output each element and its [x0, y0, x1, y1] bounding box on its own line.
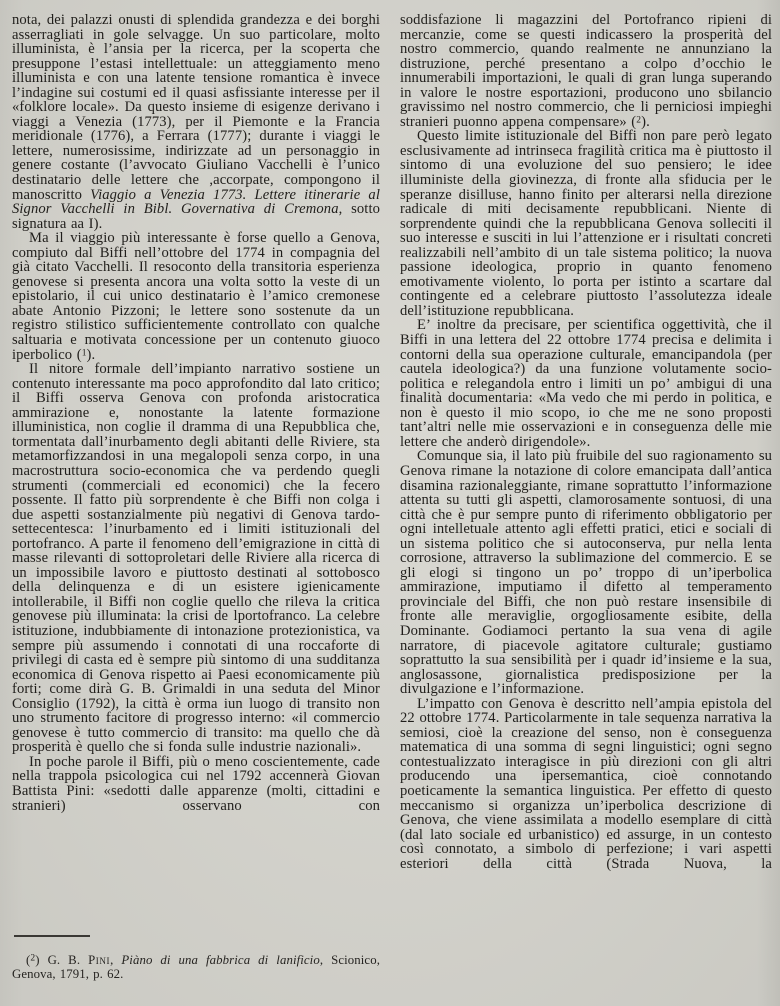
paragraph [12, 13, 380, 231]
text-run: , Scionico, Genova, 1791, p. 62. [12, 952, 380, 981]
text-run: Pini [88, 952, 111, 967]
paragraph [12, 755, 380, 813]
text-run: L’impatto con Genova è descritto nell’ampia epistola del 22 ottobre 1774. Particolarmente in tale sequenza narrativa la semiosi, cioè la creazione del senso, non è conseguenza matematica di una somma di segni linguistici; ogni segno contestualizzato interagisce in più direzioni con gli altri producendo una ipersemantica, cioè connotando poeticamente la semantica linguistica. Per effetto di questo meccanismo si organizza un’iperbolica descrizione di Genova, che viene assimilata a modello esemplare di città (dal lato sociale ed urbanistico) ed assurge, in un contesto così connotato, a simbolo di perfezione; i vari aspetti esteriori della città (Strada Nuova, la [400, 695, 772, 872]
right-column [400, 13, 772, 994]
footnote-marker: 2 [30, 953, 36, 964]
footnote-separator-rule [14, 935, 90, 937]
paragraph [12, 362, 380, 755]
text-run: nota, dei palazzi onusti di splendida grandezza e dei borghi asserragliati in gole selvagge. Un suo particolare, molto illuminista, è l’ansia per la ricerca, per la scoperta che presuppone l’estasi intellettuale: un atteggiamento meno illuminista e con una latente tensione romantica è invece l’indagine sui costumi ed il quasi asfissiante interesse per il «folklore locale». Da questo insieme di esigenze derivano i viaggi a Venezia (1773), per il Piemonte e la Francia meridionale (1776), a Ferrara (1777); durante i viaggi le lettere, numerosissime, indirizzate ad un personaggio in genere costante (l’avvocato Giuliano Vacchelli è l’unico destinatario delle lettere che ,accorpate, compongono il manoscritto [12, 12, 380, 203]
footnote [12, 953, 380, 981]
text-run: Il nitore formale dell’impianto narrativo sostiene un contenuto interessante ma poco approfondito dal lato critico; il Biffi osserva Genova con profonda aristocratica ammirazione e, nonostante la latente formazione illuministica, non coglie il dramma di una Repubblica che, tormentata dall’inurbamento degli abitanti delle Riviere, sta metamorfizzandosi in una megalopoli senza corpo, in una macrostruttura socio-economica che va perdendo quegli strumenti (commerciali ed economici) che la fecero possente. Il fatto più sorprendente è che Biffi non colga i due aspetti sostanzialmente più negativi di Genova tardo-settecentesca: l’inurbamento ed i limiti istituzionali del portofranco. A parte il fenomeno dell’emigrazione in città di masse rilevanti di sottoproletari delle Riviere alla ricerca di un impossibile lavoro e piuttosto destinati al sottobosco della delinquenza e di un esistere igienicamente intollerabile, il Biffi non coglie quello che rileva la critica genovese più illuminata: la crisi de lportofranco. La celebre istituzione, indubbiamente di intonazione protezionistica, va sempre più assumendo i connotati di una roccaforte di privilegi di casta ed è sempre più sintomo di una sudditanza economica di Genova rispetto ai Paesi economicamente più forti; come dirà G. B. Grimaldi in una seduta del Minor Consiglio (1792), la città è orma iun luogo di transito non uno strumento facitore di progresso interno: «il commercio genovese è tutto commercio di transito: ma quello che dà prosperità è quello che si fonda sulle industrie nazionali». [12, 361, 380, 756]
footnote-marker: 1 [81, 348, 87, 359]
text-run: In poche parole il Biffi, più o meno coscientemente, cade nella trappola psicologica cui nel 1792 accennerà Giovan Battista Pini: «sedotti dalle apparenze (molti, cittadini e stranieri) osservano con [12, 753, 380, 814]
paragraph [12, 231, 380, 362]
text-run: , sotto signatura aa I). [12, 201, 381, 232]
text-run: Ma il viaggio più interessante è forse quello a Genova, compiuto dal Biffi nell’ottobre del 1774 in compagnia del già citato Vacchelli. Il resoconto della transitoria esperienza genovese si presenta ancora una volta sotto la veste di un epistolario, il cui unico destinatario è l’amico cremonese abate Antonio Pizzoni; le lettere sono sostenute da un registro stilistico sufficientemente controllato con qualche saltuaria e motivata concessione per un contenuto giuoco iperbolico ( [12, 230, 380, 363]
text-run: Viaggio a Venezia 1773. Lettere itinerarie al Signor Vacchelli in Bibl. Governativa di Cremona [12, 186, 380, 218]
footnote-marker: 2 [636, 115, 642, 126]
paragraph [400, 13, 772, 129]
footnote-block [12, 935, 380, 994]
text-run: Questo limite istituzionale del Biffi non pare però legato esclusivamente ad intrinseca fragilità critica ma è piuttosto il sintomo di una evoluzione del suo pensiero; le idee illuministe della giovinezza, di fronte alla sfiducia per le speranze disilluse, hanno finito per alterarsi nella direzione radicale di miti decisamente repubblicani. Niente di sorprendente quindi che la repubblicana Genova solleciti il suo interesse e susciti in lui l’attenzione er i risultati concreti realizzabili nell’ambito di un tale sistema politico; la nuova passione ideologica, proprio in quanto fenomeno emotivamente violento, lo porta per istinto a scartare dal contingente ed a celebrare piuttosto l’assolutezza ideale dell’istituzione repubblicana. [400, 128, 772, 319]
paragraph [400, 697, 772, 872]
text-run: ). [641, 113, 650, 130]
text-run: E’ inoltre da precisare, per scientifica oggettività, che il Biffi in una lettera del 22 ottobre 1774 precisa e delimita i contorni della sua operazione culturale, emancipandola (per cautela ideologica?) da una funzione volutamente socio-politica e relegandola entro i limiti un po’ ambigui di una finalità documentaria: «Ma vedo che mi perdo in politica, e non è questo il mio scopo, io che me ne sono proposti tant’altri nelle mie osservazioni e in conseguenza delle mie lettere che anderò dirigendole». [400, 317, 772, 450]
paragraph [400, 129, 772, 318]
text-run: Piàno di una fabbrica di lanificio [121, 952, 320, 967]
footnote-text [12, 953, 380, 981]
text-run: soddisfazione li magazzini del Portofranco ripieni di mercanzie, come se questi indicassero la prosperità del nostro commercio, quando realmente ne annunziano la distruzione, perché presentano a colpo d’occhio le innumerabili importazioni, le quali di gran lunga superando in valore le nostre esportazioni, producono uno sbilancio gravissimo nel nostro commercio, che li perniciosi impieghi stranieri puonno appena compensare» ( [400, 12, 772, 130]
two-column-layout [12, 13, 772, 994]
paragraph [400, 449, 772, 696]
text-run: ). [86, 346, 96, 363]
left-column [12, 13, 380, 994]
text-run: ) G. B. [35, 952, 89, 967]
left-column-text [12, 13, 380, 813]
right-column-text [400, 13, 772, 871]
text-run: ( [26, 952, 31, 967]
text-run: , [110, 952, 122, 967]
paragraph [400, 318, 772, 449]
text-run: Comunque sia, il lato più fruibile del suo ragionamento su Genova rimane la notazione di colore emancipata dall’antica disamina razionaleggiante, rimane soprattutto l’informazione attenta su tutti gli aspetti, clamorosamente sontuosi, di una città che è pur sempre punto di riferimento obbligatorio per ogni intelletuale attento agli effetti pratici, etici e sociali di un sistema politico che si autoconserva, pur nella lenta corrosione, attraverso la sublimazione del commercio. E se gli elogi si tingono un po’ troppo di un’iperbolica ammirazione, imputiamo il difetto al temperamento provinciale del Biffi, che non può restare insensibile di fronte alle meraviglie, orgogliosamente esibite, della Dominante. Godiamoci pertanto la sua vena di agile narratore, di piacevole agitatore culturale; gustiamo soprattutto la sua sensibilità per i quadr id’insieme e la sua, anglosassone, giornalistica predisposizione per la divulgazione e l’informazione. [400, 448, 772, 698]
